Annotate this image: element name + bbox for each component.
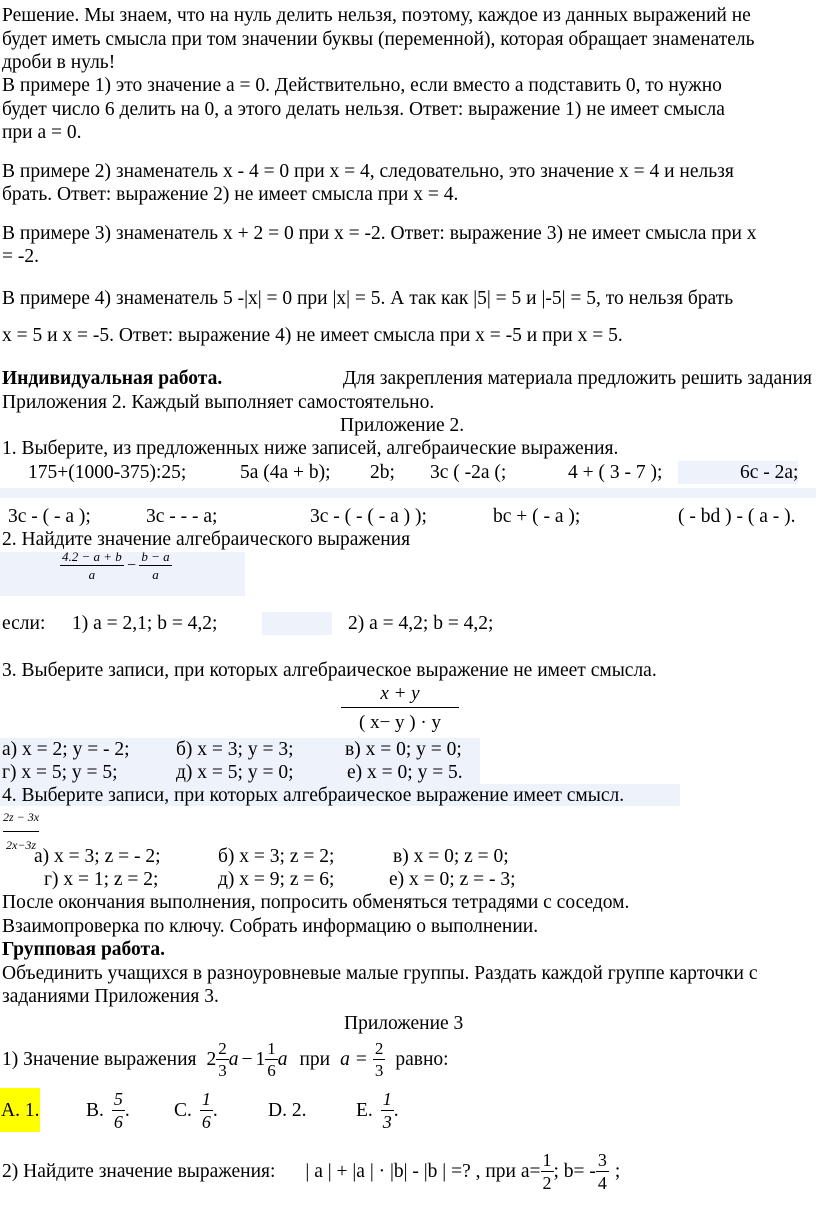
- task2-cond-label: если:: [2, 613, 46, 634]
- intro-line-2: будет иметь смысла при том значении буквы (переменной), которая обращает знаменатель: [2, 29, 755, 50]
- app3-task2-b-label: ; b= -: [553, 1160, 596, 1182]
- app3-var-a-3: a: [340, 1048, 350, 1070]
- answer-c: C. $\frac{1}{6}$ .: [174, 1089, 218, 1132]
- after-line-1: После окончания выполнения, попросить обменяться тетрадями с соседом.: [2, 892, 630, 913]
- intro-line-10: = -2.: [2, 246, 39, 267]
- app3-whole-1: 2: [206, 1048, 217, 1070]
- group-line-1: Объединить учащихся в разноуровневые малые группы. Раздать каждой группе карточки с: [2, 963, 758, 984]
- task1-expr-8: 3c - - - a;: [146, 506, 218, 527]
- answer-d: D. 2.: [268, 1100, 307, 1121]
- task3-num: x + y: [380, 683, 420, 704]
- task4-option-f: е) x = 0; z = - 3;: [389, 869, 516, 890]
- task1-expr-2: 5a (4a + b);: [240, 462, 331, 483]
- app3-task2: [2, 1146, 620, 1196]
- intro-line-1: Решение. Мы знаем, что на нуль делить нельзя, поэтому, каждое из данных выражений не: [2, 5, 751, 26]
- task2-cond-1: 1) a = 2,1; b = 4,2;: [72, 613, 218, 634]
- task3-option-d: г) x = 5; y = 5;: [2, 762, 118, 783]
- intro-line-3: дроби в нуль!: [2, 52, 116, 73]
- app3-minus: −: [241, 1048, 253, 1070]
- task3-den: ( x− y ) · y: [341, 707, 459, 734]
- individual-bold: Индивидуальная работа.: [2, 368, 223, 389]
- app3-task1-label: 1) Значение выражения: [2, 1048, 197, 1070]
- task2-title: 2. Найдите значение алгебраического выражения: [2, 529, 411, 550]
- task2-formula: [60, 550, 172, 581]
- task1-expr-9: 3c - ( - ( - a ) );: [310, 506, 427, 527]
- app3-eq: =: [355, 1048, 367, 1070]
- task2-frac-1: $\frac{4.2 - a + b}{a}$: [62, 549, 122, 582]
- app3-frac-1: $\frac{2}{3}$: [218, 1038, 227, 1080]
- app3-var-a-1: a: [228, 1048, 239, 1070]
- intro-line-6: при a = 0.: [2, 122, 82, 143]
- task3-option-c: в) x = 0; y = 0;: [345, 739, 462, 760]
- answer-a: А. 1.: [1, 1100, 40, 1121]
- app3-var-a-2: a: [277, 1048, 288, 1070]
- app3-equals-label: равно:: [395, 1048, 449, 1070]
- group-line-2: заданиями Приложения 3.: [2, 986, 219, 1007]
- task1-expr-5: 4 + ( 3 - 7 );: [568, 462, 663, 483]
- appendix-3-title: Приложение 3: [344, 1013, 464, 1034]
- intro-line-11: В примере 4) знаменатель 5 -|x| = 0 при |x| = 5. А так как |5| = 5 и |-5| = 5, то нельзя брать: [2, 288, 734, 309]
- task1-expr-10: bc + ( - a );: [493, 506, 581, 527]
- app3-task1: [2, 1034, 449, 1084]
- intro-line-7: В примере 2) знаменатель x - 4 = 0 при x = 4, следовательно, это значение x = 4 и нельзя: [2, 161, 734, 182]
- task1-title: 1. Выберите, из предложенных ниже записей, алгебраические выражения.: [2, 438, 619, 459]
- app3-task2-expr: | a | + |a | · |b| - |b | =? , при а=: [305, 1160, 541, 1182]
- task4-option-d: г) x = 1; z = 2;: [44, 869, 159, 890]
- app3-frac-3: $\frac{2}{3}$: [374, 1038, 384, 1080]
- answer-b: B. $\frac{5}{6}$ .: [86, 1089, 130, 1132]
- task3-option-e: д) x = 5; y = 0;: [176, 762, 294, 783]
- task1-expr-1: 175+(1000-375):25;: [28, 462, 187, 483]
- intro-line-12: x = 5 и x = -5. Ответ: выражение 4) не имеет смысла при x = -5 и при x = 5.: [2, 325, 623, 346]
- task1-expr-3: 2b;: [370, 462, 395, 483]
- task3-title: 3. Выберите записи, при которых алгебраическое выражение не имеет смысла.: [2, 660, 657, 681]
- app3-pri: при: [299, 1048, 331, 1070]
- task4-num: 2z − 3x: [3, 810, 40, 824]
- task2-cond-2: 2) a = 4,2; b = 4,2;: [348, 613, 494, 634]
- task3-fraction: [341, 682, 459, 734]
- individual-rest: Для закрепления материала предложить решить задания: [342, 368, 812, 389]
- intro-line-4: В примере 1) это значение a = 0. Действительно, если вместо a подставить 0, то нужно: [2, 75, 722, 96]
- individual-heading: [2, 367, 812, 390]
- app3-task2-b-frac: $\frac{3}{4}$: [597, 1149, 607, 1193]
- group-title: Групповая работа.: [2, 939, 165, 960]
- after-line-2: Взаимопроверка по ключу. Собрать информацию о выполнении.: [2, 916, 539, 937]
- task3-option-f: е) x = 0; y = 5.: [347, 762, 463, 783]
- task3-option-b: б) x = 3; y = 3;: [176, 739, 294, 760]
- task1-expr-11: ( - bd ) - ( a - ).: [678, 506, 796, 527]
- app3-task2-a-frac: $\frac{1}{2}$: [542, 1149, 552, 1193]
- task4-den: 2x−3z: [3, 831, 39, 857]
- answer-e: E. $\frac{1}{3}$ .: [356, 1089, 399, 1132]
- appendix-2-title: Приложение 2.: [340, 415, 465, 436]
- app3-whole-2: 1: [255, 1048, 266, 1070]
- task1-expr-7: 3c - ( - a );: [8, 506, 91, 527]
- intro-line-8: брать. Ответ: выражение 2) не имеет смысла при x = 4.: [2, 184, 459, 205]
- task1-expr-4: 3c ( -2a (;: [430, 462, 507, 483]
- task2-frac-2: $\frac{b - a}{a}$: [141, 549, 170, 582]
- task2-minus: −: [127, 557, 137, 574]
- task3-option-a: а) x = 2; y = - 2;: [2, 739, 130, 760]
- task4-option-e: д) x = 9; z = 6;: [218, 869, 335, 890]
- task4-option-a: а) x = 3; z = - 2;: [34, 846, 161, 867]
- intro-line-9: В примере 3) знаменатель x + 2 = 0 при x = -2. Ответ: выражение 3) не имеет смысла при x: [2, 223, 757, 244]
- app3-frac-2: $\frac{1}{6}$: [267, 1038, 276, 1080]
- task4-option-b: б) x = 3; z = 2;: [218, 846, 335, 867]
- task1-expr-6: 6c - 2a;: [678, 461, 798, 484]
- task2-cond-gap: [262, 612, 332, 635]
- task4-title: 4. Выберите записи, при которых алгебраическое выражение имеет смысл.: [2, 785, 625, 806]
- app3-task2-end: ;: [614, 1160, 621, 1182]
- task1-highlight: [0, 488, 816, 498]
- intro-line-5: будет число 6 делить на 0, а этого делать нельзя. Ответ: выражение 1) не имеет смысла: [2, 99, 725, 120]
- app3-task2-label: 2) Найдите значение выражения:: [2, 1160, 276, 1182]
- individual-line-2: Приложения 2. Каждый выполняет самостоятельно.: [2, 392, 435, 413]
- task4-option-c: в) x = 0; z = 0;: [393, 846, 509, 867]
